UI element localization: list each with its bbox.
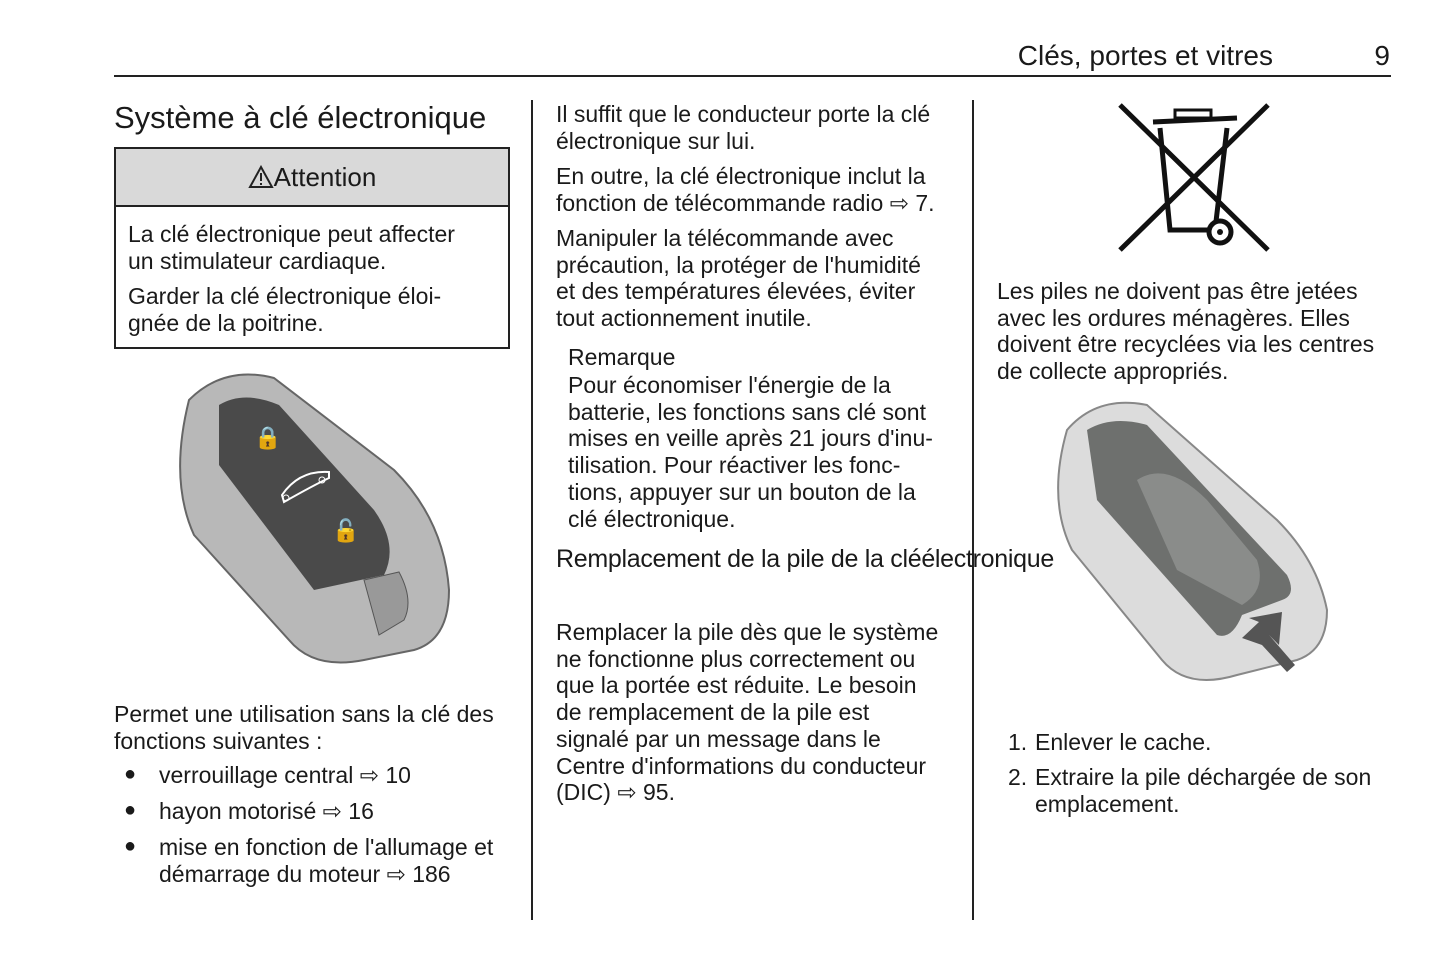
- step-text: [1035, 729, 1211, 756]
- text-line: mises en veille après 21 jours d'inu-: [568, 425, 933, 452]
- text-line: tout actionnement inutile.: [556, 305, 812, 332]
- text-line: verrouillage central ⇨ 10: [159, 762, 411, 788]
- column-divider: [531, 100, 533, 920]
- subsection-heading: [556, 545, 1054, 574]
- paragraph: [556, 163, 935, 216]
- list-item: [159, 762, 411, 789]
- text-line: gnée de la poitrine.: [128, 309, 324, 336]
- text-line: tions, appuyer sur un bouton de la: [568, 478, 916, 505]
- text-line: Pour économiser l'énergie de la: [568, 372, 891, 398]
- warning-header: [116, 149, 508, 207]
- text-line: batterie, les fonctions sans clé sont: [568, 398, 926, 425]
- text-line: hayon motorisé ⇨ 16: [159, 798, 374, 824]
- key-fob-illustration: [114, 360, 514, 690]
- text-line: et des températures élevées, éviter: [556, 278, 916, 305]
- text-line: avec les ordures ménagères. Elles: [997, 304, 1350, 331]
- text-line: électronique sur lui.: [556, 127, 756, 154]
- text-line: Centre d'informations du conducteur: [556, 752, 927, 779]
- header-rule: [114, 75, 1391, 77]
- text-line: fonctions suivantes :: [114, 727, 323, 754]
- text-line: précaution, la protéger de l'humidité: [556, 251, 921, 278]
- text-line: Remplacer la pile dès que le système: [556, 619, 939, 645]
- text-line: En outre, la clé électronique inclut la: [556, 163, 926, 189]
- unlock-icon: 🔓: [332, 519, 360, 544]
- lock-icon: 🔒: [254, 426, 282, 451]
- text-line: (DIC) ⇨ 95.: [556, 779, 675, 806]
- step-text: [1035, 764, 1371, 817]
- section-heading: Système à clé électronique: [114, 100, 487, 135]
- bullet-icon: ●: [124, 763, 137, 785]
- warning-box: [114, 147, 510, 349]
- list-item: [159, 798, 374, 825]
- text-line: Les piles ne doivent pas être jetées: [997, 278, 1358, 304]
- text-line: signalé par un message dans le: [556, 725, 881, 752]
- text-line: tilisation. Pour réactiver les fonc-: [568, 452, 901, 479]
- text-line: électronique: [921, 545, 1054, 573]
- warning-text: [128, 221, 455, 274]
- text-line: Garder la clé électronique éloi-: [128, 283, 442, 309]
- page-number: 9: [1374, 40, 1390, 71]
- crossed-bin-recycling-icon: [1115, 100, 1273, 255]
- text-line: Il suffit que le conducteur porte la clé: [556, 101, 931, 127]
- key-fob-back-illustration: [997, 390, 1397, 710]
- warning-text: [128, 283, 441, 336]
- bullet-icon: ●: [124, 799, 137, 821]
- text-line: La clé électronique peut affecter: [128, 221, 455, 247]
- text-line: que la portée est réduite. Le besoin: [556, 672, 917, 699]
- text-line: de collecte appropriés.: [997, 358, 1229, 385]
- bullet-icon: ●: [124, 835, 137, 857]
- text-line: emplacement.: [1035, 790, 1180, 817]
- note-text: [568, 372, 933, 532]
- text-line: Enlever le cache.: [1035, 729, 1212, 755]
- paragraph: [556, 225, 921, 332]
- text-line: Manipuler la télécommande avec: [556, 225, 894, 251]
- paragraph: [556, 619, 938, 806]
- paragraph: [556, 101, 930, 154]
- intro-text: [114, 701, 494, 754]
- text-line: ne fonctionne plus correctement ou: [556, 645, 916, 672]
- text-line: de remplacement de la pile est: [556, 699, 870, 726]
- list-item: [159, 834, 493, 887]
- paragraph: [997, 278, 1374, 385]
- section-title: Clés, portes et vitres: [1017, 40, 1273, 71]
- column-divider: [972, 100, 974, 920]
- text-line: Permet une utilisation sans la clé des: [114, 701, 494, 727]
- text-line: clé électronique.: [568, 505, 736, 532]
- text-line: démarrage du moteur ⇨ 186: [159, 860, 451, 887]
- step-number: 1.: [1008, 729, 1028, 755]
- warning-triangle-icon: [248, 165, 274, 189]
- text-line: Remplacement de la pile de la clé: [556, 545, 922, 573]
- note-title: Remarque: [568, 344, 676, 370]
- text-line: un stimulateur cardiaque.: [128, 247, 387, 274]
- warning-heading: Attention: [273, 161, 377, 192]
- text-line: mise en fonction de l'allumage et: [159, 834, 494, 860]
- text-line: Extraire la pile déchargée de son: [1035, 764, 1372, 790]
- text-line: fonction de télécommande radio ⇨ 7.: [556, 189, 935, 216]
- step-number: 2.: [1008, 764, 1028, 790]
- text-line: doivent être recyclées via les centres: [997, 331, 1375, 358]
